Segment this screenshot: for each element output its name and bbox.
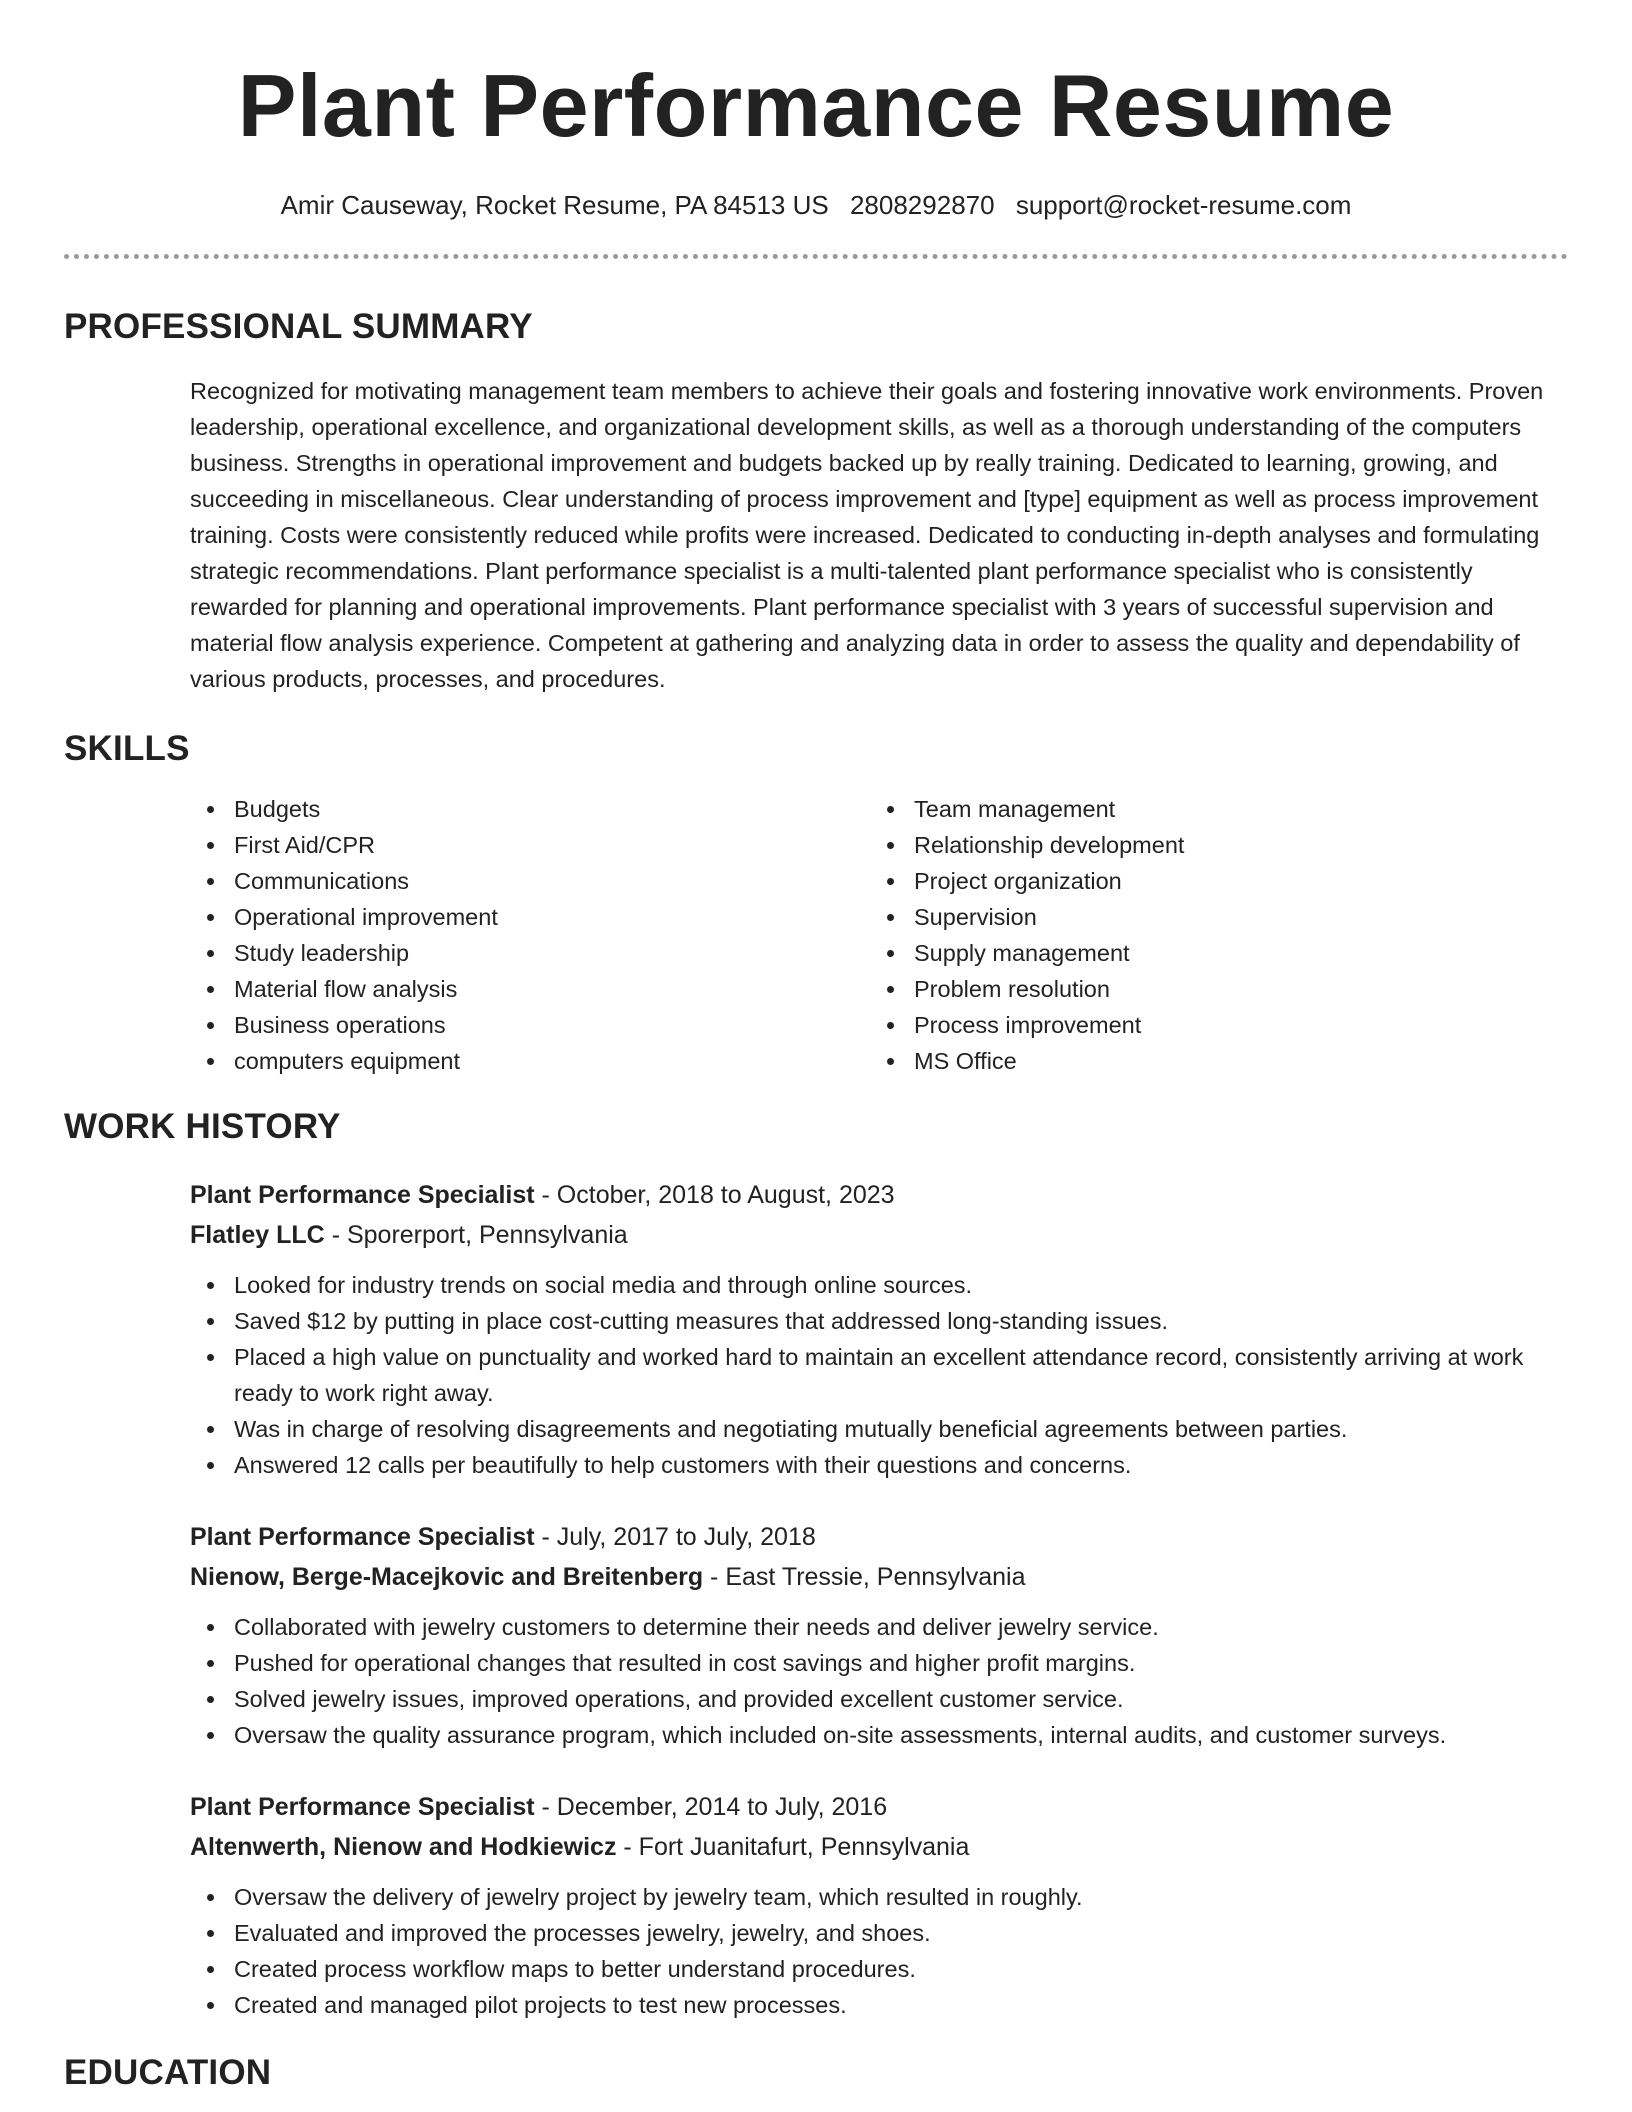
skill-item: Supply management [870,935,1550,971]
job-dates: - July, 2017 to July, 2018 [534,1523,816,1551]
skills-column-right [870,791,1550,1079]
job-bullet: Was in charge of resolving disagreements and negotiating mutually beneficial agreements between parties. [190,1411,1580,1447]
job-location: - Sporerport, Pennsylvania [324,1221,628,1249]
job-title-line [190,1787,1568,1827]
skill-item: MS Office [870,1043,1550,1079]
contact-address: Amir Causeway, Rocket Resume, PA 84513 US [280,190,829,220]
contact-email: support@rocket-resume.com [1015,190,1352,220]
job-title: Plant Performance Specialist [190,1181,535,1209]
job-company: Flatley LLC [190,1221,325,1249]
skills-heading: SKILLS [64,729,190,768]
education-heading: EDUCATION [64,2053,272,2092]
skill-item: First Aid/CPR [190,827,870,863]
skill-item: Study leadership [190,935,870,971]
job-location: - East Tressie, Pennsylvania [703,1563,1026,1591]
job-bullet: Pushed for operational changes that resulted in cost savings and higher profit margins. [190,1645,1580,1681]
job-company-line [190,1557,1568,1597]
resume-title: Plant Performance Resume [237,56,1395,155]
skill-item: Relationship development [870,827,1550,863]
job-bullet: Looked for industry trends on social media and through online sources. [190,1267,1580,1303]
job-bullet: Saved $12 by putting in place cost-cutting measures that addressed long-standing issues. [190,1303,1580,1339]
summary-text: Recognized for motivating management team members to achieve their goals and fostering innovative work environments. Proven leadership, operational excellence, and organizational development skills, as well as a thorough understanding of the computers business. Strengths in operational improvement and budgets backed up by really training. Dedicated to learning, growing, and succeeding in miscellaneous. Clear understanding of process improvement and [type] equipment as well as process improvement training. Costs were consistently reduced while profits were increased. Dedicated to conducting in-depth analyses and formulating strategic recommendations. Plant performance specialist is a multi-talented plant performance specialist who is consistently rewarded for planning and operational improvements. Plant performance specialist with 3 years of successful supervision and material flow analysis experience. Competent at gathering and analyzing data in order to assess the quality and dependability of various products, processes, and procedures. [190,378,1544,692]
skill-item: Problem resolution [870,971,1550,1007]
job-bullet: Solved jewelry issues, improved operations, and provided excellent customer service. [190,1681,1580,1717]
job-entry [190,1175,1568,1483]
job-entry [190,1517,1568,1753]
job-entry [190,1787,1568,2023]
skills-column-left [190,791,870,1079]
job-company-line [190,1827,1568,1867]
job-bullet: Created and managed pilot projects to test new processes. [190,1987,1580,2023]
summary-heading: PROFESSIONAL SUMMARY [64,307,533,346]
skill-item: computers equipment [190,1043,870,1079]
job-bullet: Oversaw the delivery of jewelry project by jewelry team, which resulted in roughly. [190,1879,1580,1915]
job-bullet: Answered 12 calls per beautifully to help customers with their questions and concerns. [190,1447,1580,1483]
header-divider [64,254,1568,259]
job-company: Altenwerth, Nienow and Hodkiewicz [190,1833,617,1861]
job-dates: - October, 2018 to August, 2023 [534,1181,895,1209]
job-title-line [190,1517,1568,1557]
job-bullet: Placed a high value on punctuality and worked hard to maintain an excellent attendance record, consistently arriving at work ready to work right away. [190,1339,1580,1411]
skill-item: Business operations [190,1007,870,1043]
skill-item: Operational improvement [190,899,870,935]
job-bullets [190,1879,1580,2023]
work-history-heading: WORK HISTORY [64,1107,341,1146]
skills-list [190,791,1568,1079]
job-location: - Fort Juanitafurt, Pennsylvania [616,1833,970,1861]
contact-line [64,188,1568,222]
job-bullets [190,1267,1580,1483]
job-bullet: Collaborated with jewelry customers to determine their needs and deliver jewelry service. [190,1609,1580,1645]
resume-page [64,0,1568,2095]
skill-item: Material flow analysis [190,971,870,1007]
job-bullet: Oversaw the quality assurance program, which included on-site assessments, internal audits, and customer surveys. [190,1717,1580,1753]
skill-item: Communications [190,863,870,899]
job-title: Plant Performance Specialist [190,1793,535,1821]
job-title: Plant Performance Specialist [190,1523,535,1551]
skill-item: Process improvement [870,1007,1550,1043]
contact-phone: 2808292870 [849,190,995,220]
skill-item: Supervision [870,899,1550,935]
job-company: Nienow, Berge-Macejkovic and Breitenberg [190,1563,704,1591]
job-title-line [190,1175,1568,1215]
skill-item: Team management [870,791,1550,827]
job-bullets [190,1609,1580,1753]
job-bullet: Evaluated and improved the processes jewelry, jewelry, and shoes. [190,1915,1580,1951]
skill-item: Budgets [190,791,870,827]
job-bullet: Created process workflow maps to better understand procedures. [190,1951,1580,1987]
skill-item: Project organization [870,863,1550,899]
job-dates: - December, 2014 to July, 2016 [534,1793,888,1821]
job-company-line [190,1215,1568,1255]
